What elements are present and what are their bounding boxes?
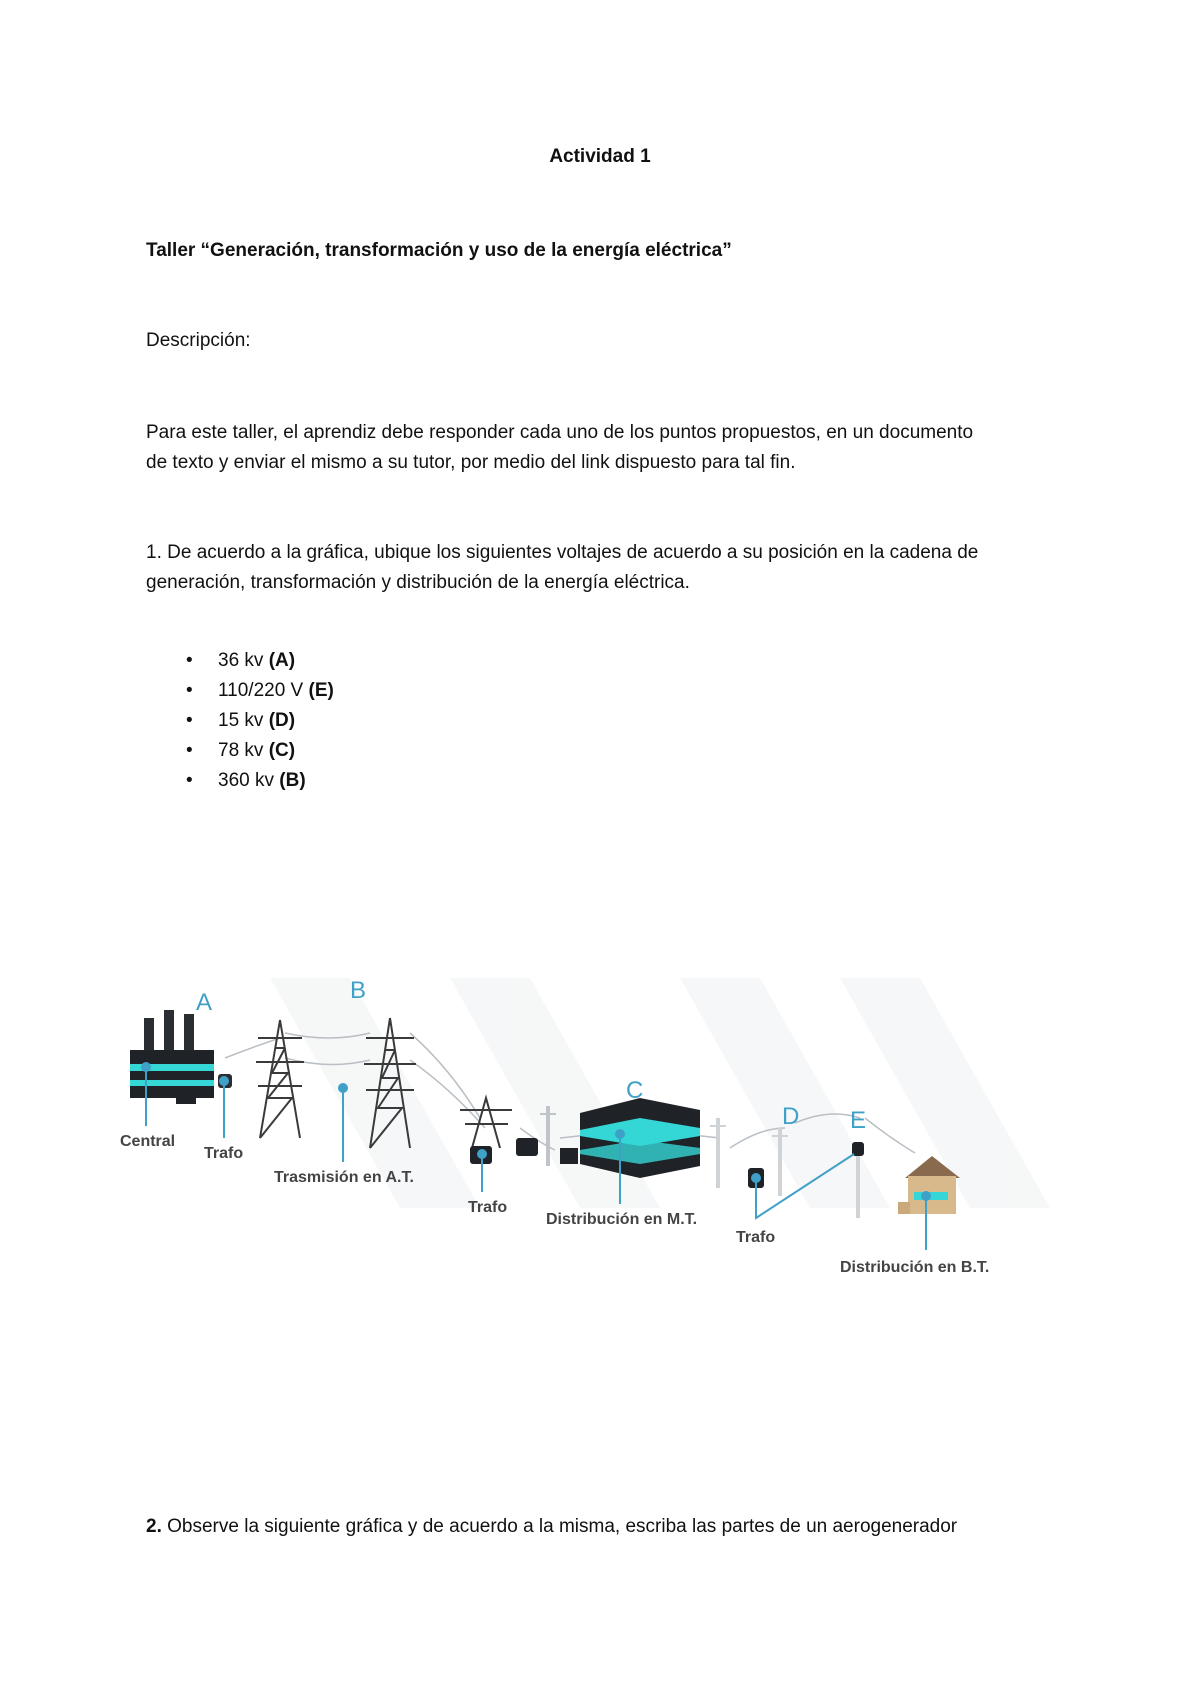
transmission-tower-1 <box>256 1020 304 1138</box>
letter-b: B <box>350 978 367 1004</box>
voltage-answer: (B) <box>279 770 306 791</box>
list-item <box>186 706 334 736</box>
voltage-value: 36 kv <box>218 650 264 671</box>
bullet-icon: • <box>186 740 193 761</box>
question-1-line-2: generación, transformación y distribución de la energía eléctrica. <box>146 572 690 593</box>
voltage-answer: (E) <box>308 680 334 701</box>
label-transmission: Trasmisión en A.T. <box>274 1169 414 1186</box>
bullet-icon: • <box>186 650 193 671</box>
bullet-icon: • <box>186 710 193 731</box>
label-distribution-bt: Distribución en B.T. <box>840 1259 990 1276</box>
intro-line-1: Para este taller, el aprendiz debe responder cada uno de los puntos propuestos, en un documento <box>146 422 974 443</box>
bullet-icon: • <box>186 680 193 701</box>
label-central: Central <box>120 1133 176 1150</box>
voltage-value: 15 kv <box>218 710 264 731</box>
voltage-answer: (A) <box>268 650 296 671</box>
list-item <box>186 676 334 706</box>
question-2-number: 2. <box>146 1516 162 1537</box>
list-item <box>186 646 334 676</box>
voltage-value: 78 kv <box>218 740 264 761</box>
list-item <box>186 766 334 796</box>
page-title: Actividad 1 <box>549 146 651 167</box>
label-trafo-3: Trafo <box>736 1229 776 1246</box>
list-item <box>186 736 334 766</box>
description-label: Descripción: <box>146 330 251 351</box>
voltage-value: 360 kv <box>218 770 274 791</box>
question-2 <box>146 1516 957 1538</box>
voltage-value: 110/220 V <box>218 680 304 701</box>
question-1-line-1: 1. De acuerdo a la gráfica, ubique los siguientes voltajes de acuerdo a su posición en la cadena de <box>146 542 979 563</box>
voltage-answer: (D) <box>268 710 296 731</box>
letter-d: D <box>782 1103 800 1130</box>
bullet-icon: • <box>186 770 193 791</box>
intro-line-2: de texto y enviar el mismo a su tutor, por medio del link dispuesto para tal fin. <box>146 452 796 473</box>
voltage-list <box>186 646 334 796</box>
intro-paragraph <box>146 418 1046 478</box>
workshop-title: Taller “Generación, transformación y uso de la energía eléctrica” <box>146 240 732 261</box>
question-1 <box>146 538 1046 598</box>
power-chain-diagram <box>120 978 1080 1358</box>
letter-e: E <box>850 1107 867 1134</box>
voltage-answer: (C) <box>268 740 296 761</box>
transformer-box <box>516 1138 538 1156</box>
substation-tower <box>460 1098 512 1148</box>
letter-c: C <box>626 1077 644 1104</box>
central-plant <box>130 1010 214 1104</box>
letter-a: A <box>196 989 213 1016</box>
question-2-text: Observe la siguiente gráfica y de acuerdo a la misma, escriba las partes de un aerogenerador <box>161 1516 958 1537</box>
label-trafo-2: Trafo <box>468 1199 508 1216</box>
label-trafo-1: Trafo <box>204 1145 244 1162</box>
label-distribution-mt: Distribución en M.T. <box>546 1211 698 1228</box>
